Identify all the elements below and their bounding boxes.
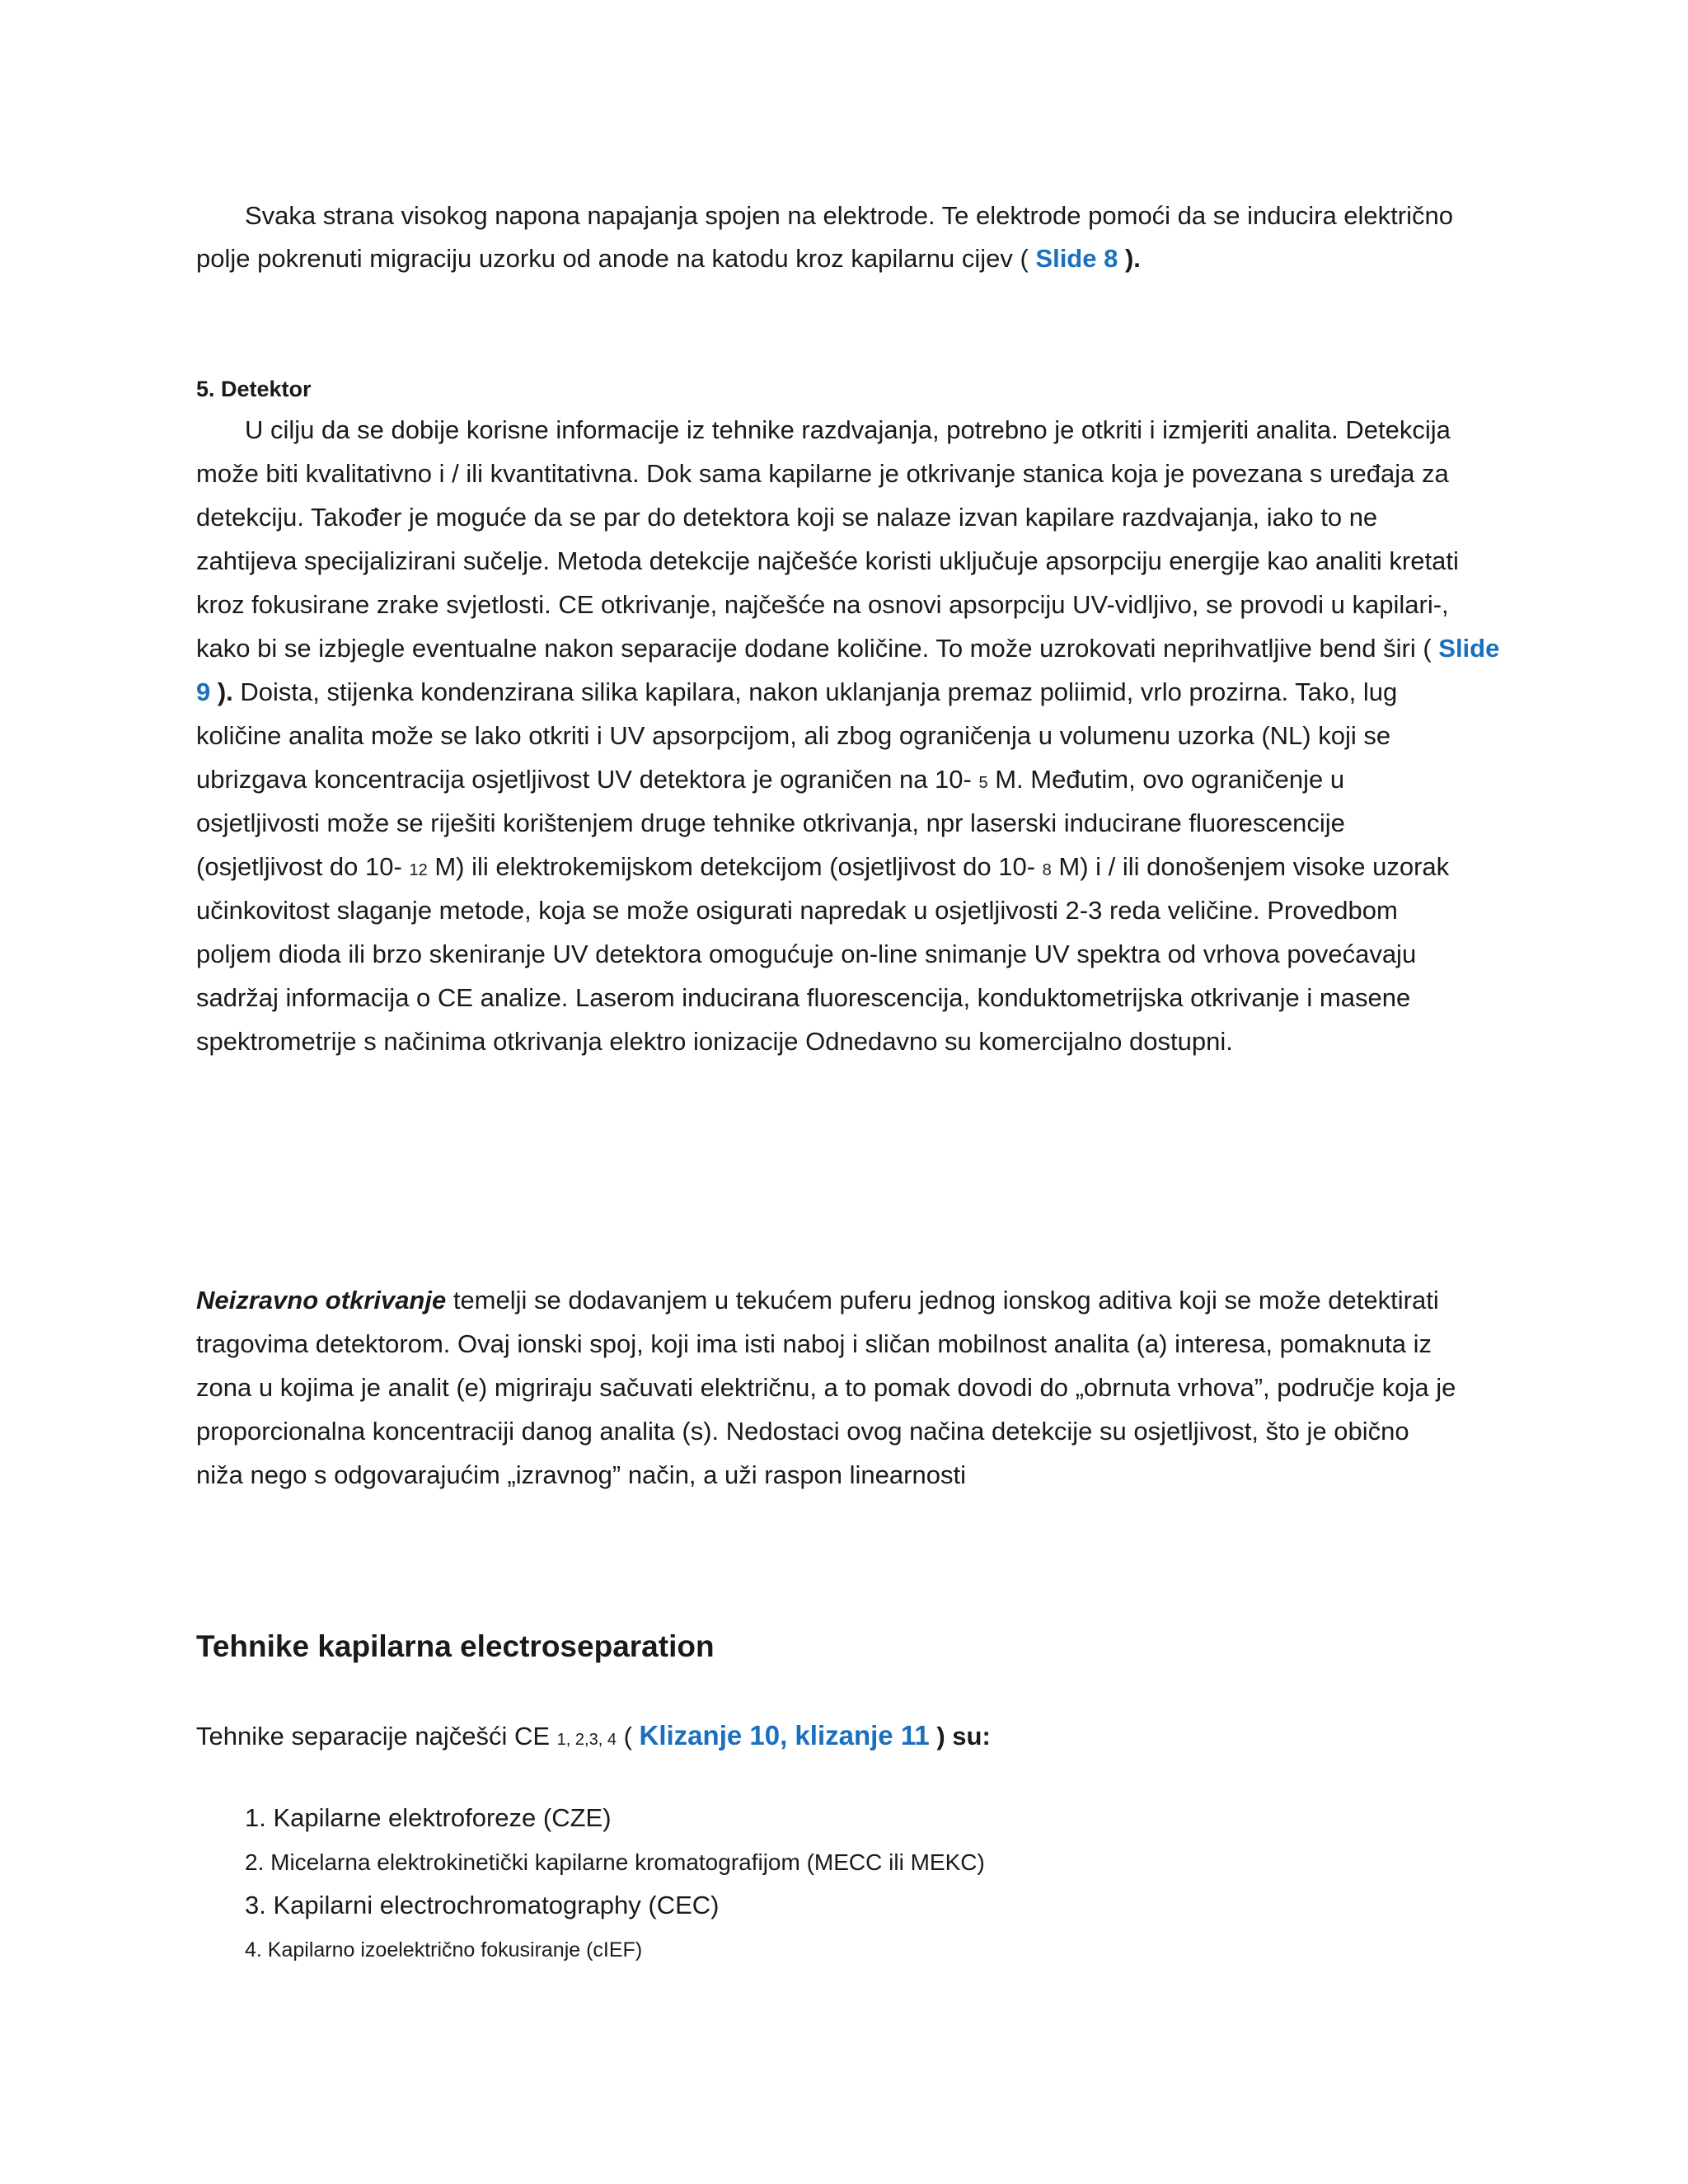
text: Doista, stijenka kondenzirana silika kapilara, nakon uklanjanja premaz poliimid, vrlo prozirna. Tako, lug: [240, 677, 1398, 706]
detektor-line-1: U cilju da se dobije korisne informacije iz tehnike razdvajanja, potrebno je otkriti i izmjeriti analita. Detekcija: [245, 415, 1451, 444]
text: polje pokrenuti migraciju uzorku od anode na katodu kroz kapilarnu cijev (: [196, 244, 1036, 273]
list-item: 1. Kapilarne elektroforeze (CZE): [245, 1803, 612, 1832]
list-item: 4. Kapilarno izoelektrično fokusiranje (cIEF): [245, 1938, 643, 1961]
detektor-line-15: spektrometrije s načinima otkrivanja elektro ionizacije Odnedavno su komercijalno dostupni.: [196, 1027, 1233, 1056]
exponent: 5: [978, 774, 988, 792]
text: (osjetljivost do 10-: [196, 852, 410, 881]
text: M) ili elektrokemijskom detekcijom (osjetljivost do 10-: [427, 852, 1043, 881]
detektor-line-6: [196, 632, 1499, 665]
neizravno-line-3: zona u kojima je analit (e) migriraju sačuvati električnu, a to pomak dovodi do „obrnuta vrhova”, područje koja je: [196, 1373, 1456, 1402]
detektor-line-13: poljem dioda ili brzo skeniranje UV detektora omogućuje on-line snimanje UV spektra od vrhova povećavaju: [196, 940, 1417, 968]
detektor-line-12: učinkovitost slaganje metode, koja se može osigurati napredak u osjetljivosti 2-3 reda veličine. Provedbom: [196, 896, 1398, 925]
detektor-line-2: može biti kvalitativno i / ili kvantitativna. Dok sama kapilarne je otkrivanje stanica koja je povezana s uređaja za: [196, 459, 1449, 488]
text: Tehnike separacije najčešći CE: [196, 1722, 557, 1750]
slide-9-link[interactable]: Slide: [1438, 634, 1500, 663]
text: temelji se dodavanjem u tekućem puferu jednog ionskog aditiva koji se može detektirati: [446, 1286, 1439, 1315]
neizravno-line-5: niža nego s odgovarajućim „izravnog” način, a uži raspon linearnosti: [196, 1460, 966, 1489]
neizravno-line-1: [196, 1284, 1439, 1317]
text: ).: [1118, 244, 1141, 273]
detektor-line-4: zahtijeva specijalizirani sučelje. Metoda detekcije najčešće koristi uključuje apsorpciju energije kao analiti kretati: [196, 546, 1459, 575]
term-neizravno-otkrivanje: Neizravno otkrivanje: [196, 1286, 447, 1315]
neizravno-line-2: tragovima detektorom. Ovaj ionski spoj, koji ima isti naboj i sličan mobilnost analita (a) interesa, pomaknuta iz: [196, 1329, 1432, 1358]
detektor-line-11: [196, 851, 1449, 887]
detektor-line-9: [196, 763, 1344, 799]
section-heading-detektor: 5. Detektor: [196, 377, 312, 401]
tehnike-intro: [196, 1719, 991, 1756]
paragraph-1-line-1: Svaka strana visokog napona napajanja spojen na elektrode. Te elektrode pomoći da se inducira električno: [245, 201, 1453, 230]
paragraph-1-line-2: [196, 242, 1141, 275]
detektor-line-10: osjetljivosti može se riješiti korištenjem druge tehnike otkrivanja, npr laserski inducirane fluorescencije: [196, 808, 1345, 837]
text: kako bi se izbjegle eventualne nakon separacije dodane količine. To može uzrokovati neprihvatljive bend širi (: [196, 634, 1439, 663]
reference-numbers: 1, 2,3, 4: [556, 1731, 617, 1749]
detektor-line-14: sadržaj informacija o CE analize. Laserom inducirana fluorescencija, konduktometrijska otkrivanje i masene: [196, 983, 1411, 1012]
text: ) su:: [929, 1722, 991, 1750]
text: (: [616, 1722, 640, 1750]
detektor-line-5: kroz fokusirane zrake svjetlosti. CE otkrivanje, najčešće na osnovi apsorpciju UV-vidljivo, se provodi u kapilari-,: [196, 590, 1449, 619]
neizravno-line-4: proporcionalna koncentraciji danog analita (s). Nedostaci ovog načina detekcije su osjetljivost, što je obično: [196, 1417, 1409, 1446]
text: ubrizgava koncentracija osjetljivost UV detektora je ograničen na 10-: [196, 765, 979, 794]
section-heading-tehnike: Tehnike kapilarna electroseparation: [196, 1629, 715, 1663]
exponent: 8: [1042, 861, 1052, 879]
slide-9-link-continued[interactable]: 9: [196, 677, 211, 706]
detektor-line-8: količine analita može se lako otkriti i UV apsorpcijom, ali zbog ograničenja u volumenu uzorka (NL) koji se: [196, 721, 1391, 750]
text: ).: [210, 677, 241, 706]
detektor-line-7: [196, 676, 1397, 709]
list-item: 2. Micelarna elektrokinetički kapilarne kromatografijom (MECC ili MEKC): [245, 1849, 985, 1875]
klizanje-10-11-link[interactable]: Klizanje 10, klizanje 11: [639, 1720, 930, 1750]
text: M. Međutim, ovo ograničenje u: [987, 765, 1345, 794]
list-item: 3. Kapilarni electrochromatography (CEC): [245, 1891, 720, 1919]
exponent: 12: [409, 861, 428, 879]
text: M) i / ili donošenjem visoke uzorak: [1051, 852, 1450, 881]
slide-8-link[interactable]: Slide 8: [1035, 244, 1118, 273]
detektor-line-3: detekciju. Također je moguće da se par do detektora koji se nalaze izvan kapilare razdvajanja, iako to ne: [196, 503, 1378, 532]
